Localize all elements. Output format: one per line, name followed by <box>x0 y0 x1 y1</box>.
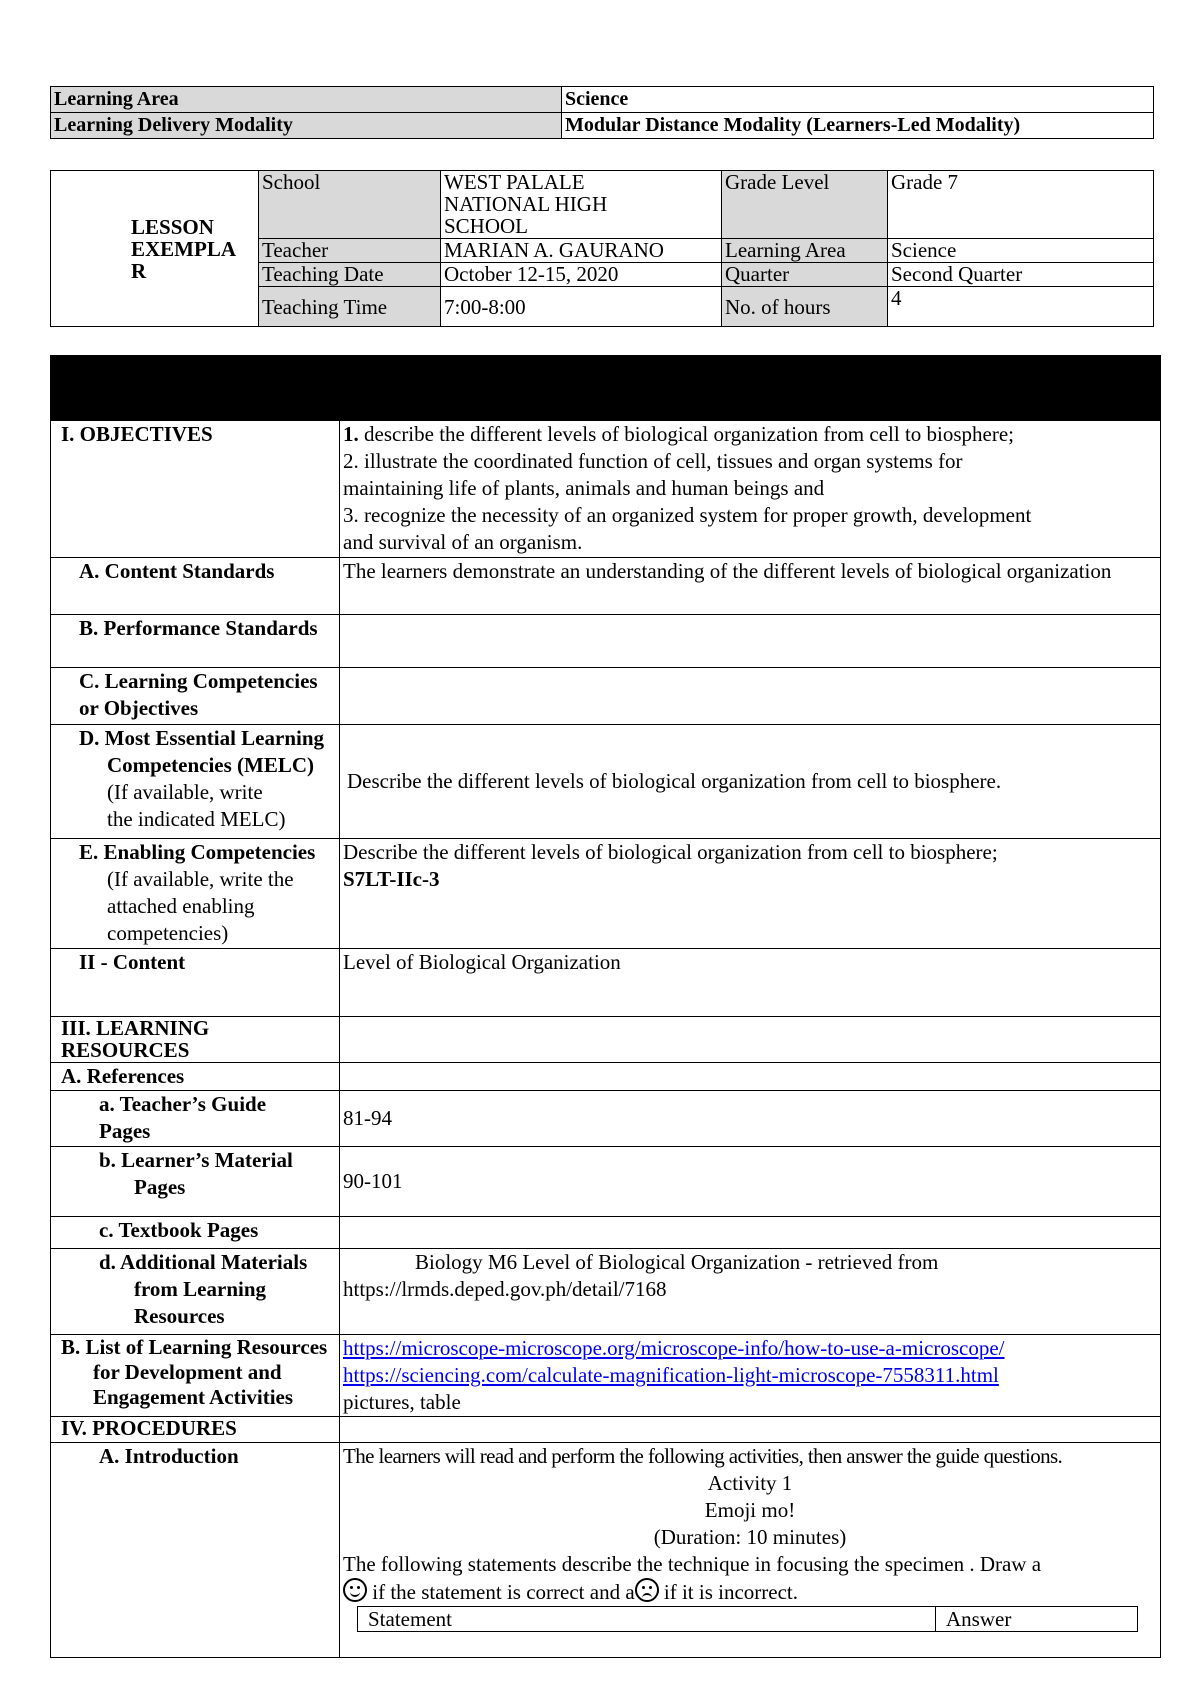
teachers-guide-row <box>51 1091 1161 1147</box>
school-label: School <box>259 171 441 239</box>
performance-standards-value <box>340 615 1161 668</box>
objectives-label: I. OBJECTIVES <box>51 421 340 558</box>
hours-label: No. of hours <box>722 287 888 327</box>
performance-standards-row <box>51 615 1161 668</box>
introduction-value: The learners will read and perform the following activities, then answer the guide questions. Activity 1 Emoji mo! (Duration: 10 minutes) The following statements describe the technique in focusing the specimen . Draw a if the statement is correct and a if it is incorrect. Statement Answer <box>340 1443 1161 1658</box>
performance-standards-label: B. Performance Standards <box>51 615 340 668</box>
grade-level-label: Grade Level <box>722 171 888 239</box>
learners-material-label: b. Learner’s Material Pages <box>51 1147 340 1217</box>
answer-header: Answer <box>936 1607 1138 1632</box>
quarter-value: Second Quarter <box>888 263 1154 287</box>
additional-materials-row <box>51 1249 1161 1335</box>
info-learning-area-value: Science <box>888 239 1154 263</box>
learning-competencies-row <box>51 668 1161 725</box>
enabling-competencies-label: E. Enabling Competencies (If available, write the attached enabling competencies) <box>51 839 340 949</box>
learning-competencies-value <box>340 668 1161 725</box>
learning-competencies-label: C. Learning Competencies or Objectives <box>51 668 340 725</box>
list-resources-label: B. List of Learning Resources for Development and Engagement Activities <box>51 1335 340 1417</box>
procedures-label: IV. PROCEDURES <box>51 1417 340 1443</box>
teaching-date-value: October 12-15, 2020 <box>441 263 722 287</box>
content-row <box>51 949 1161 1017</box>
modality-value: Modular Distance Modality (Learners-Led Modality) <box>562 113 1154 139</box>
references-label: A. References <box>51 1063 340 1091</box>
header-table <box>50 86 1154 139</box>
teaching-time-value: 7:00-8:00 <box>441 287 722 327</box>
sad-face-icon <box>635 1578 659 1602</box>
lesson-exemplar-title: LESSON EXEMPLA R <box>51 171 259 327</box>
quarter-label: Quarter <box>722 263 888 287</box>
statement-answer-table <box>357 1606 1138 1632</box>
objectives-row <box>51 421 1161 558</box>
references-row <box>51 1063 1161 1091</box>
references-value <box>340 1063 1161 1091</box>
introduction-label: A. Introduction <box>51 1443 340 1658</box>
learners-material-value: 90-101 <box>340 1147 1161 1217</box>
teachers-guide-value: 81-94 <box>340 1091 1161 1147</box>
enabling-competencies-value: Describe the different levels of biological organization from cell to biosphere; S7LT-IIc-3 <box>340 839 1161 949</box>
textbook-pages-row <box>51 1217 1161 1249</box>
header-row-modality <box>51 113 1154 139</box>
info-learning-area-label: Learning Area <box>722 239 888 263</box>
sciencing-link[interactable]: https://sciencing.com/calculate-magnification-light-microscope-7558311.html <box>343 1363 999 1387</box>
textbook-pages-label: c. Textbook Pages <box>51 1217 340 1249</box>
introduction-row <box>51 1443 1161 1658</box>
hours-value: 4 <box>888 287 1154 327</box>
objectives-value: 1. describe the different levels of biological organization from cell to biosphere; 2. illustrate the coordinated function of cell, tissues and organ systems for maintaining life of plants, animals and human beings and 3. recognize the necessity of an organized system for proper growth, development and survival of an organism. <box>340 421 1161 558</box>
modality-label: Learning Delivery Modality <box>51 113 562 139</box>
microscope-link[interactable]: https://microscope-microscope.org/microscope-info/how-to-use-a-microscope/ <box>343 1336 1005 1360</box>
statement-header: Statement <box>358 1607 936 1632</box>
additional-materials-value: Biology M6 Level of Biological Organization - retrieved from https://lrmds.deped.gov.ph/detail/7168 <box>340 1249 1161 1335</box>
enabling-competencies-row <box>51 839 1161 949</box>
procedures-row <box>51 1417 1161 1443</box>
content-standards-row <box>51 558 1161 615</box>
teacher-value: MARIAN A. GAURANO <box>441 239 722 263</box>
smiley-face-icon <box>343 1578 367 1602</box>
list-resources-row <box>51 1335 1161 1417</box>
lesson-plan-table <box>50 355 1161 1658</box>
learners-material-row <box>51 1147 1161 1217</box>
content-standards-label: A. Content Standards <box>51 558 340 615</box>
list-resources-value: https://microscope-microscope.org/microscope-info/how-to-use-a-microscope/ https://sciencing.com/calculate-magnification-light-microscope-7558311.html pictures, table <box>340 1335 1161 1417</box>
learning-area-value: Science <box>562 87 1154 113</box>
black-header-row <box>51 356 1161 421</box>
header-row-area <box>51 87 1154 113</box>
content-standards-value: The learners demonstrate an understanding of the different levels of biological organization <box>340 558 1161 615</box>
textbook-pages-value <box>340 1217 1161 1249</box>
melc-value: Describe the different levels of biological organization from cell to biosphere. <box>340 725 1161 839</box>
info-table <box>50 170 1154 327</box>
teachers-guide-label: a. Teacher’s Guide Pages <box>51 1091 340 1147</box>
melc-label: D. Most Essential Learning Competencies (MELC) (If available, write the indicated MELC) <box>51 725 340 839</box>
teacher-label: Teacher <box>259 239 441 263</box>
learning-area-label: Learning Area <box>51 87 562 113</box>
learning-resources-value <box>340 1017 1161 1063</box>
teaching-time-label: Teaching Time <box>259 287 441 327</box>
content-label: II - Content <box>51 949 340 1017</box>
teaching-date-label: Teaching Date <box>259 263 441 287</box>
learning-resources-label: III. LEARNING RESOURCES <box>51 1017 340 1063</box>
additional-materials-label: d. Additional Materials from Learning Resources <box>51 1249 340 1335</box>
melc-row <box>51 725 1161 839</box>
learning-resources-row <box>51 1017 1161 1063</box>
procedures-value <box>340 1417 1161 1443</box>
school-value: WEST PALALE NATIONAL HIGH SCHOOL <box>441 171 722 239</box>
grade-level-value: Grade 7 <box>888 171 1154 239</box>
content-value: Level of Biological Organization <box>340 949 1161 1017</box>
